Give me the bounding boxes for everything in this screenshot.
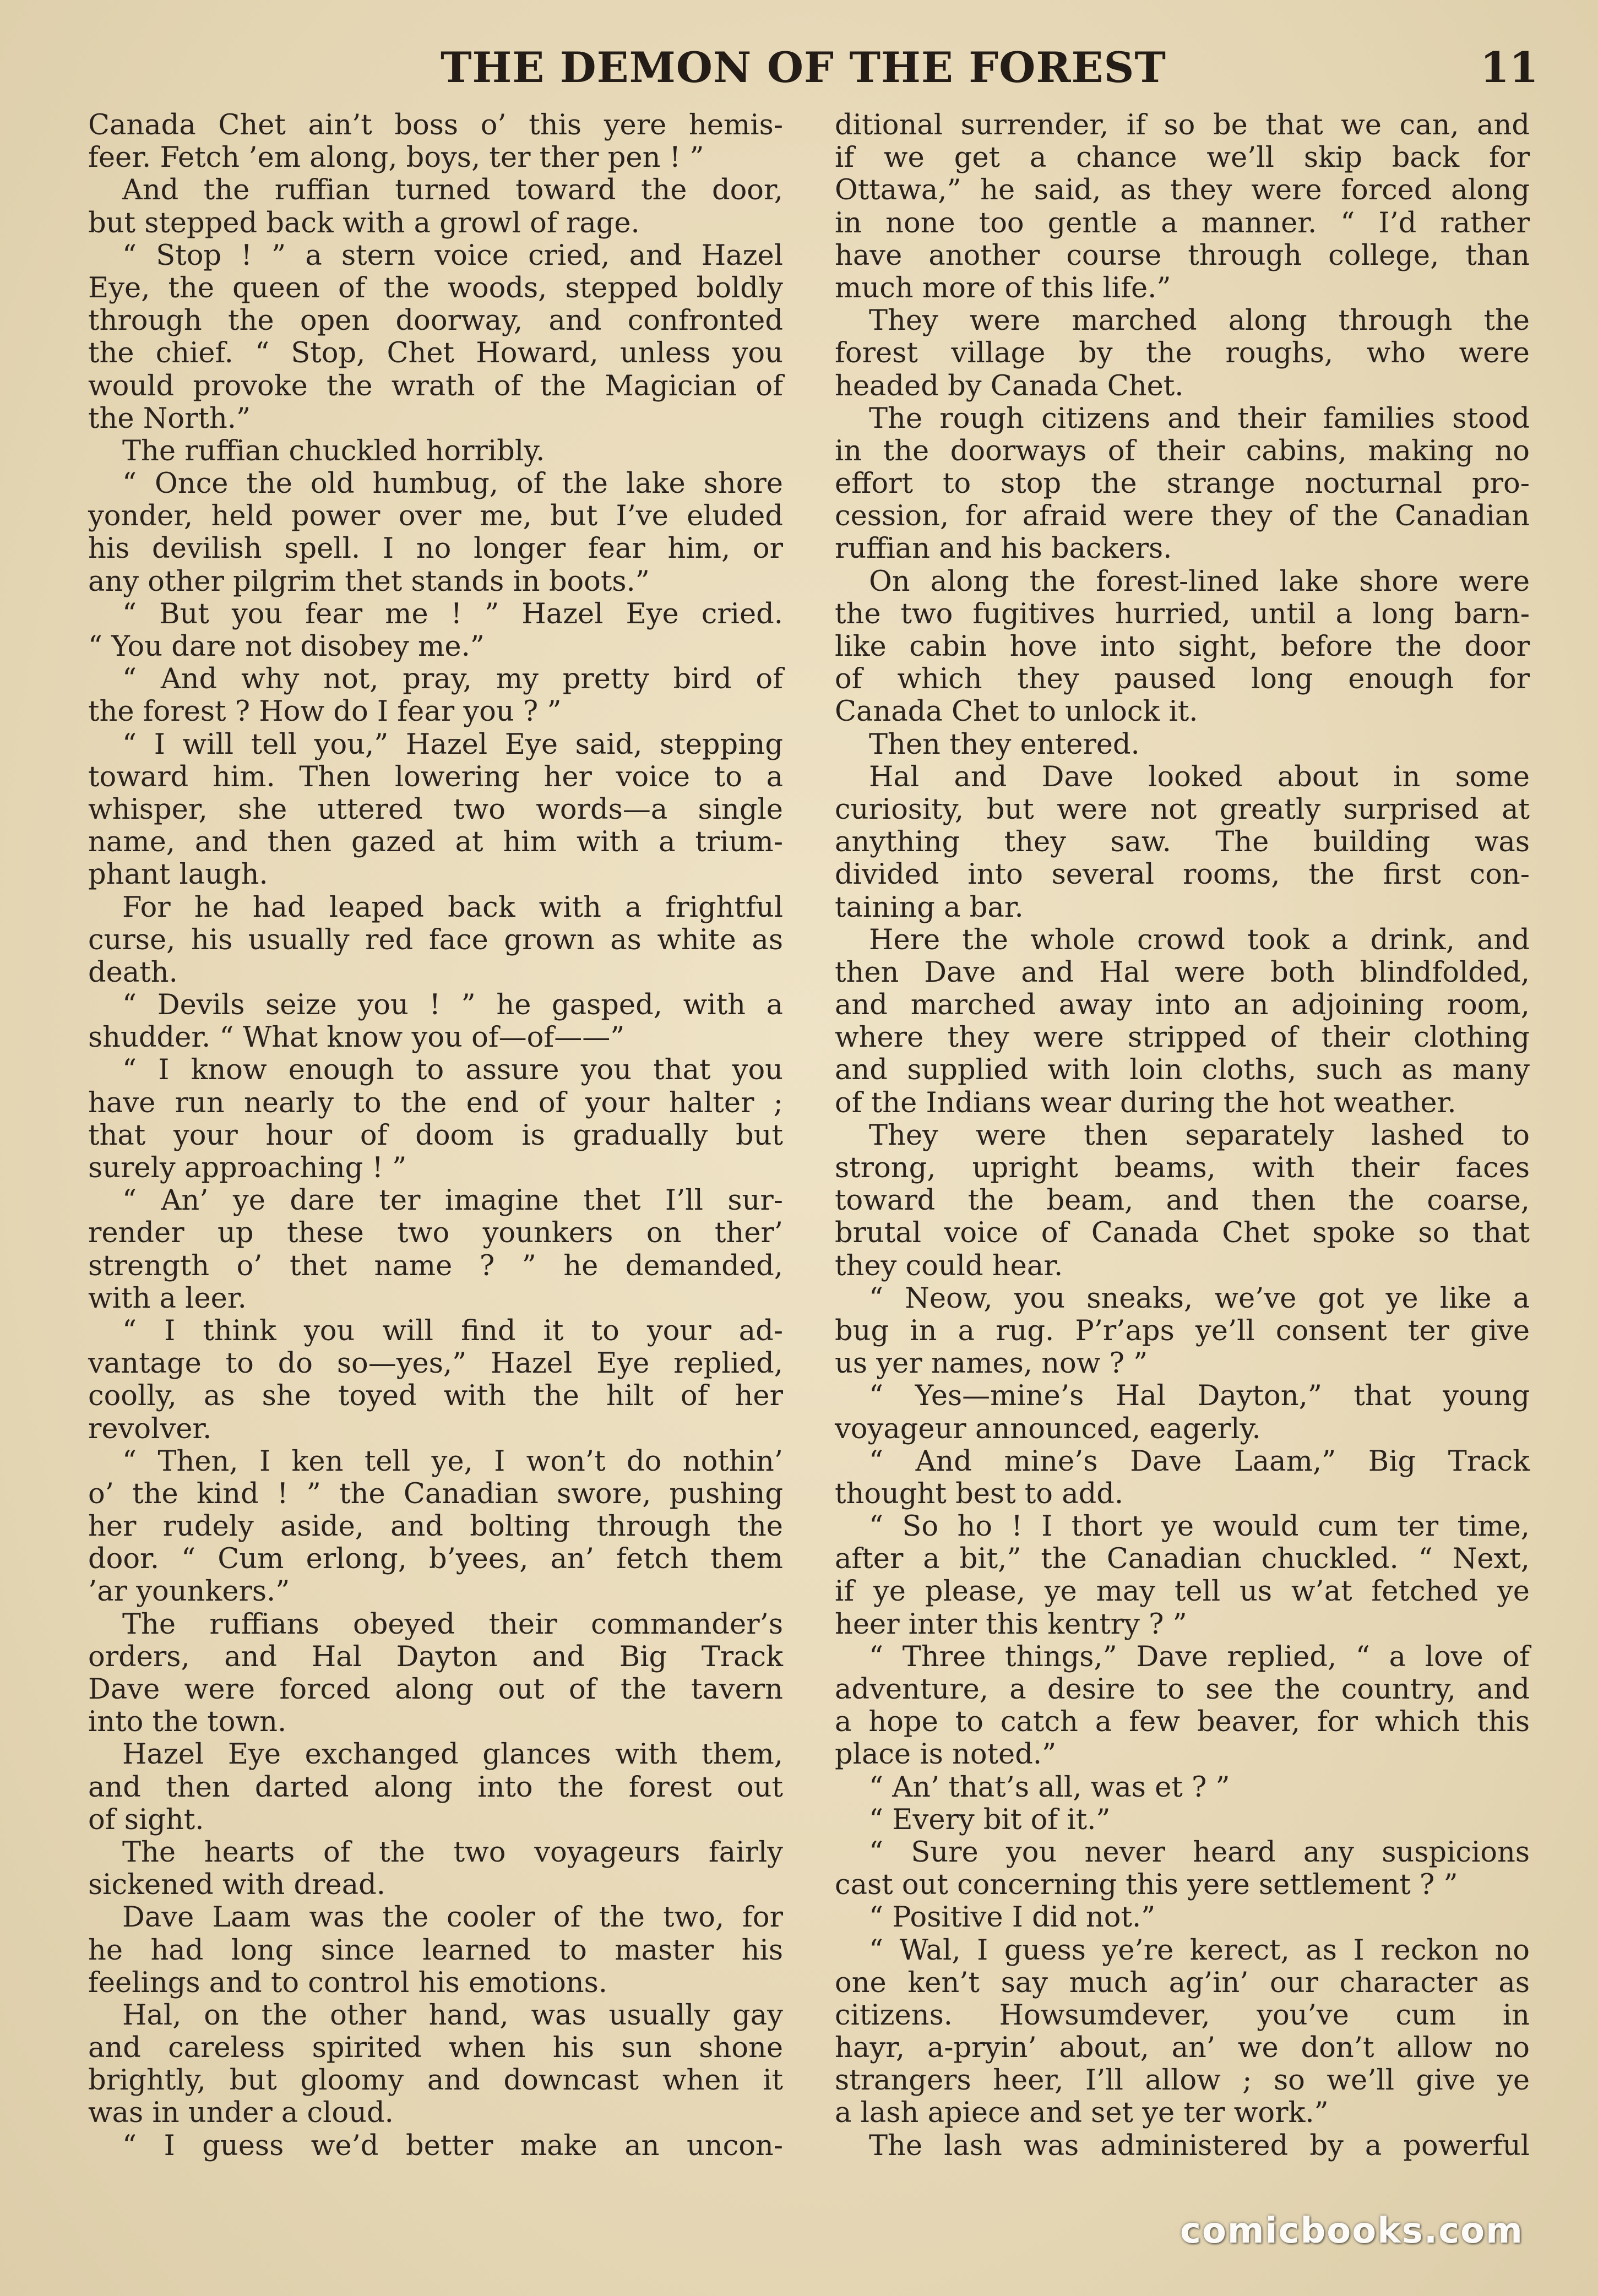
text-line: name, and then gazed at him with a trium-	[88, 826, 783, 859]
text-line: headed by Canada Chet.	[835, 369, 1184, 402]
text-line: divided into several rooms, the first con-	[835, 858, 1530, 891]
text-line: anything they saw. The building was	[835, 826, 1530, 859]
text-line: “ I will tell you,” Hazel Eye said, stepping	[122, 728, 783, 761]
text-line: sickened with dread.	[88, 1869, 386, 1902]
text-line: strong, upright beams, with their faces	[835, 1152, 1530, 1184]
text-line: yonder, held power over me, but I’ve eluded	[88, 500, 783, 533]
text-line: death.	[88, 956, 178, 989]
text-line: a lash apiece and set ye ter work.”	[835, 2097, 1329, 2130]
text-line: “ But you fear me ! ” Hazel Eye cried.	[122, 597, 783, 630]
text-line: the North.”	[88, 402, 251, 435]
text-line: “ Devils seize you ! ” he gasped, with a	[122, 989, 783, 1022]
text-line: through the open doorway, and confronted	[88, 304, 783, 338]
watermark-logo: comicbooks.com	[1180, 2211, 1524, 2251]
text-line: citizens. Howsumdever, you’ve cum in	[835, 1999, 1530, 2032]
text-line: shudder. “ What know you of—of——”	[88, 1021, 625, 1054]
text-line: Ottawa,” he said, as they were forced along	[835, 174, 1530, 207]
text-line: They were marched along through the	[869, 304, 1530, 338]
text-line: vantage to do so—yes,” Hazel Eye replied,	[88, 1347, 783, 1380]
page-number: 11	[1480, 43, 1539, 92]
text-line: us yer names, now ? ”	[835, 1347, 1148, 1380]
text-line: he had long since learned to master his	[88, 1934, 783, 1967]
text-line: o’ the kind ! ” the Canadian swore, pushing	[88, 1477, 783, 1510]
text-line: adventure, a desire to see the country, and	[835, 1673, 1530, 1706]
text-line: toward him. Then lowering her voice to a	[88, 760, 783, 793]
text-line: a hope to catch a few beaver, for which this	[835, 1706, 1530, 1739]
text-line: “ Yes—mine’s Hal Dayton,” that young	[869, 1380, 1530, 1413]
text-line: strength o’ thet name ? ” he demanded,	[88, 1249, 783, 1282]
text-line: much more of this life.”	[835, 271, 1171, 304]
text-line: they could hear.	[835, 1249, 1063, 1282]
text-line: ditional surrender, if so be that we can, and	[835, 109, 1530, 142]
text-line: Then they entered.	[869, 728, 1140, 761]
text-line: The hearts of the two voyageurs fairly	[122, 1836, 783, 1869]
text-line: his devilish spell. I no longer fear him, or	[88, 532, 783, 565]
text-line: heer inter this kentry ? ”	[835, 1608, 1187, 1641]
text-line: thought best to add.	[835, 1477, 1124, 1510]
text-line: any other pilgrim thet stands in boots.”	[88, 565, 650, 598]
text-line: would provoke the wrath of the Magician of	[88, 369, 783, 402]
text-line: that your hour of doom is gradually but	[88, 1119, 783, 1152]
page-title: THE DEMON OF THE FOREST	[441, 43, 1166, 92]
text-line: revolver.	[88, 1412, 212, 1445]
text-line: after a bit,” the Canadian chuckled. “ Next,	[835, 1543, 1530, 1576]
text-line: For he had leaped back with a frightful	[122, 891, 783, 924]
text-line: cast out concerning this yere settlement ? ”	[835, 1869, 1458, 1902]
text-line: The ruffian chuckled horribly.	[122, 434, 545, 467]
text-line: curse, his usually red face grown as white as	[88, 923, 783, 956]
text-line: her rudely aside, and bolting through the	[88, 1510, 783, 1543]
text-line: like cabin hove into sight, before the door	[835, 630, 1530, 663]
text-line: forest village by the roughs, who were	[835, 337, 1530, 370]
text-line: ’ar younkers.”	[88, 1575, 290, 1608]
text-line: “ I think you will find it to your ad-	[122, 1314, 783, 1347]
text-line: Hazel Eye exchanged glances with them,	[122, 1738, 783, 1771]
text-line: one ken’t say much ag’in’ our character as	[835, 1966, 1530, 1999]
text-line: door. “ Cum erlong, b’yees, an’ fetch them	[88, 1543, 783, 1576]
text-line: place is noted.”	[835, 1738, 1057, 1771]
text-line: The ruffians obeyed their commander’s	[122, 1608, 783, 1641]
text-line: “ So ho ! I thort ye would cum ter time,	[869, 1510, 1530, 1543]
text-line: Canada Chet ain’t boss o’ this yere hemis-	[88, 109, 783, 142]
text-line: Canada Chet to unlock it.	[835, 695, 1198, 728]
text-line: They were then separately lashed to	[869, 1119, 1530, 1152]
text-line: curiosity, but were not greatly surprised at	[835, 793, 1530, 826]
text-line: “ Three things,” Dave replied, “ a love of	[869, 1640, 1530, 1673]
text-line: effort to stop the strange nocturnal pro-	[835, 467, 1530, 500]
text-line: was in under a cloud.	[88, 2097, 394, 2130]
text-line: in none too gentle a manner. “ I’d rather	[835, 206, 1530, 240]
text-line: orders, and Hal Dayton and Big Track	[88, 1640, 783, 1673]
text-line: whisper, she uttered two words—a single	[88, 793, 783, 826]
text-line: bug in a rug. P’r’aps ye’ll consent ter give	[835, 1314, 1530, 1347]
text-line: “ Positive I did not.”	[869, 1901, 1156, 1934]
text-line: into the town.	[88, 1706, 287, 1739]
text-line: “ Wal, I guess ye’re kerect, as I reckon no	[869, 1934, 1530, 1967]
text-line: strangers heer, I’ll allow ; so we’ll give ye	[835, 2064, 1530, 2097]
text-line: “ And why not, pray, my pretty bird of	[122, 663, 783, 696]
text-line: Hal, on the other hand, was usually gay	[122, 1999, 783, 2032]
text-line: feer. Fetch ’em along, boys, ter ther pen ! ”	[88, 142, 704, 175]
text-line: with a leer.	[88, 1282, 247, 1315]
text-line: have another course through college, than	[835, 239, 1530, 272]
text-line: The lash was administered by a powerful	[869, 2129, 1530, 2162]
text-line: the two fugitives hurried, until a long barn-	[835, 597, 1530, 630]
text-line: On along the forest-lined lake shore were	[869, 565, 1530, 598]
text-line: phant laugh.	[88, 858, 268, 891]
text-line: in the doorways of their cabins, making no	[835, 434, 1530, 467]
text-line: feelings and to control his emotions.	[88, 1966, 608, 1999]
text-line: and supplied with loin cloths, such as many	[835, 1054, 1530, 1087]
text-line: voyageur announced, eagerly.	[835, 1412, 1261, 1445]
text-line: “ Stop ! ” a stern voice cried, and Hazel	[122, 239, 783, 272]
text-line: And the ruffian turned toward the door,	[122, 174, 783, 207]
right-text-column	[835, 109, 1530, 2162]
text-line: and careless spirited when his sun shone	[88, 2032, 783, 2065]
text-line: of the Indians wear during the hot weather.	[835, 1086, 1456, 1119]
text-line: of sight.	[88, 1803, 204, 1836]
left-text-column	[88, 109, 783, 2162]
text-line: “ Sure you never heard any suspicions	[869, 1836, 1530, 1869]
text-line: “ An’ ye dare ter imagine thet I’ll sur-	[122, 1184, 783, 1217]
text-line: the chief. “ Stop, Chet Howard, unless you	[88, 337, 783, 370]
text-line: and marched away into an adjoining room,	[835, 989, 1530, 1022]
text-line: “ Every bit of it.”	[869, 1803, 1111, 1836]
running-head	[0, 43, 1598, 98]
text-line: Hal and Dave looked about in some	[869, 760, 1530, 793]
text-line: but stepped back with a growl of rage.	[88, 206, 640, 240]
text-line: cession, for afraid were they of the Canadian	[835, 500, 1530, 533]
text-line: “ I guess we’d better make an uncon-	[122, 2129, 783, 2162]
text-line: Dave Laam was the cooler of the two, for	[122, 1901, 783, 1934]
text-line: of which they paused long enough for	[835, 663, 1530, 696]
text-line: “ I know enough to assure you that you	[122, 1054, 783, 1087]
text-line: surely approaching ! ”	[88, 1152, 407, 1184]
text-line: Here the whole crowd took a drink, and	[869, 923, 1530, 956]
text-line: Eye, the queen of the woods, stepped boldly	[88, 271, 783, 304]
text-line: “ You dare not disobey me.”	[88, 630, 485, 663]
text-line: ruffian and his backers.	[835, 532, 1172, 565]
text-line: toward the beam, and then the coarse,	[835, 1184, 1530, 1217]
text-line: if ye please, ye may tell us w’at fetched ye	[835, 1575, 1530, 1608]
text-line: render up these two younkers on ther’	[88, 1217, 783, 1250]
text-line: then Dave and Hal were both blindfolded,	[835, 956, 1530, 989]
text-line: brutal voice of Canada Chet spoke so that	[835, 1217, 1530, 1250]
text-line: “ Once the old humbug, of the lake shore	[122, 467, 783, 500]
text-line: brightly, but gloomy and downcast when it	[88, 2064, 783, 2097]
text-line: have run nearly to the end of your halter ;	[88, 1086, 783, 1119]
text-line: “ Then, I ken tell ye, I won’t do nothin’	[122, 1445, 783, 1478]
text-line: the forest ? How do I fear you ? ”	[88, 695, 562, 728]
text-line: if we get a chance we’ll skip back for	[835, 142, 1530, 175]
text-line: hayr, a-pryin’ about, an’ we don’t allow no	[835, 2032, 1530, 2065]
text-line: coolly, as she toyed with the hilt of her	[88, 1380, 783, 1413]
text-line: “ And mine’s Dave Laam,” Big Track	[869, 1445, 1530, 1478]
text-line: “ Neow, you sneaks, we’ve got ye like a	[869, 1282, 1530, 1315]
text-line: “ An’ that’s all, was et ? ”	[869, 1771, 1230, 1804]
text-line: and then darted along into the forest out	[88, 1771, 783, 1804]
text-line: The rough citizens and their families stood	[869, 402, 1530, 435]
text-line: Dave were forced along out of the tavern	[88, 1673, 783, 1706]
text-line: where they were stripped of their clothing	[835, 1021, 1530, 1054]
text-line: taining a bar.	[835, 891, 1024, 924]
